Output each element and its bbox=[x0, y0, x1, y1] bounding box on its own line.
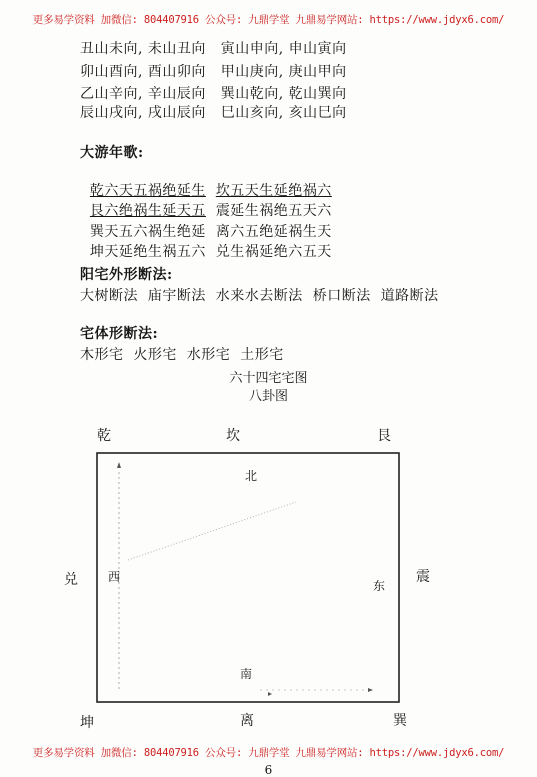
dayou-row-2-a: 艮六绝祸生延天五 bbox=[89, 203, 206, 219]
arrow-southeast bbox=[368, 688, 373, 692]
dayou-title: 大游年歌: bbox=[80, 145, 144, 161]
direction-east: 东 bbox=[373, 579, 386, 593]
dayou-row-2-b: 震延生祸绝五天六 bbox=[215, 203, 332, 219]
zhaiti-title: 宅体形断法: bbox=[80, 326, 159, 342]
dayou-row-3-b: 离六五绝延祸生天 bbox=[215, 224, 332, 240]
yangzhai-title: 阳宅外形断法: bbox=[80, 267, 173, 283]
trigram-xun: 巽 bbox=[393, 713, 407, 729]
dayou-row-4-a: 坤天延绝生祸五六 bbox=[89, 244, 206, 260]
footer-banner: 更多易学资料 加微信: 804407916 公众号: 九鼎学堂 九鼎易学网站: https://www.jdyx6.com/ bbox=[32, 747, 505, 759]
mountain-line-1: 丑山未向, 未山丑向 寅山申向, 申山寅向 bbox=[80, 41, 347, 57]
direction-south: 南 bbox=[240, 667, 253, 681]
arrow-south bbox=[268, 692, 272, 696]
trigram-gen: 艮 bbox=[377, 428, 391, 444]
trigram-kan: 坎 bbox=[226, 428, 240, 444]
yangzhai-items: 大树断法 庙宇断法 水来水去断法 桥口断法 道路断法 bbox=[80, 288, 439, 304]
header-banner: 更多易学资料 加微信: 804407916 公众号: 九鼎学堂 九鼎易学网站: https://www.jdyx6.com/ bbox=[32, 14, 505, 26]
diagram-title: 六十四宅宅图 bbox=[229, 371, 308, 386]
dayou-row-4-b: 兑生祸延绝六五天 bbox=[215, 244, 332, 260]
dayou-row-1-a: 乾六天五祸绝延生 bbox=[89, 183, 206, 199]
mountain-line-4: 辰山戌向, 戌山辰向 巳山亥向, 亥山巳向 bbox=[80, 105, 347, 121]
arrow-north-west bbox=[117, 462, 121, 468]
trigram-zhen: 震 bbox=[416, 569, 430, 585]
zhaiti-items: 木形宅 火形宅 水形宅 土形宅 bbox=[80, 347, 284, 363]
diagram-subtitle: 八卦图 bbox=[248, 389, 288, 404]
page-number: 6 bbox=[264, 763, 273, 777]
trigram-qian: 乾 bbox=[97, 428, 111, 444]
trigram-dui: 兑 bbox=[64, 572, 78, 588]
diagonal-line bbox=[128, 502, 296, 560]
dayou-row-3-a: 巽天五六祸生绝延 bbox=[89, 224, 206, 240]
mountain-line-3: 乙山辛向, 辛山辰向 巽山乾向, 乾山巽向 bbox=[80, 86, 347, 102]
dayou-row-1-b: 坎五天生延绝祸六 bbox=[215, 183, 332, 199]
mountain-line-2: 卯山酉向, 酉山卯向 甲山庚向, 庚山甲向 bbox=[80, 64, 347, 80]
direction-north: 北 bbox=[245, 469, 258, 483]
trigram-kun: 坤 bbox=[80, 715, 94, 731]
trigram-li: 离 bbox=[240, 713, 254, 729]
direction-west: 西 bbox=[108, 570, 121, 584]
